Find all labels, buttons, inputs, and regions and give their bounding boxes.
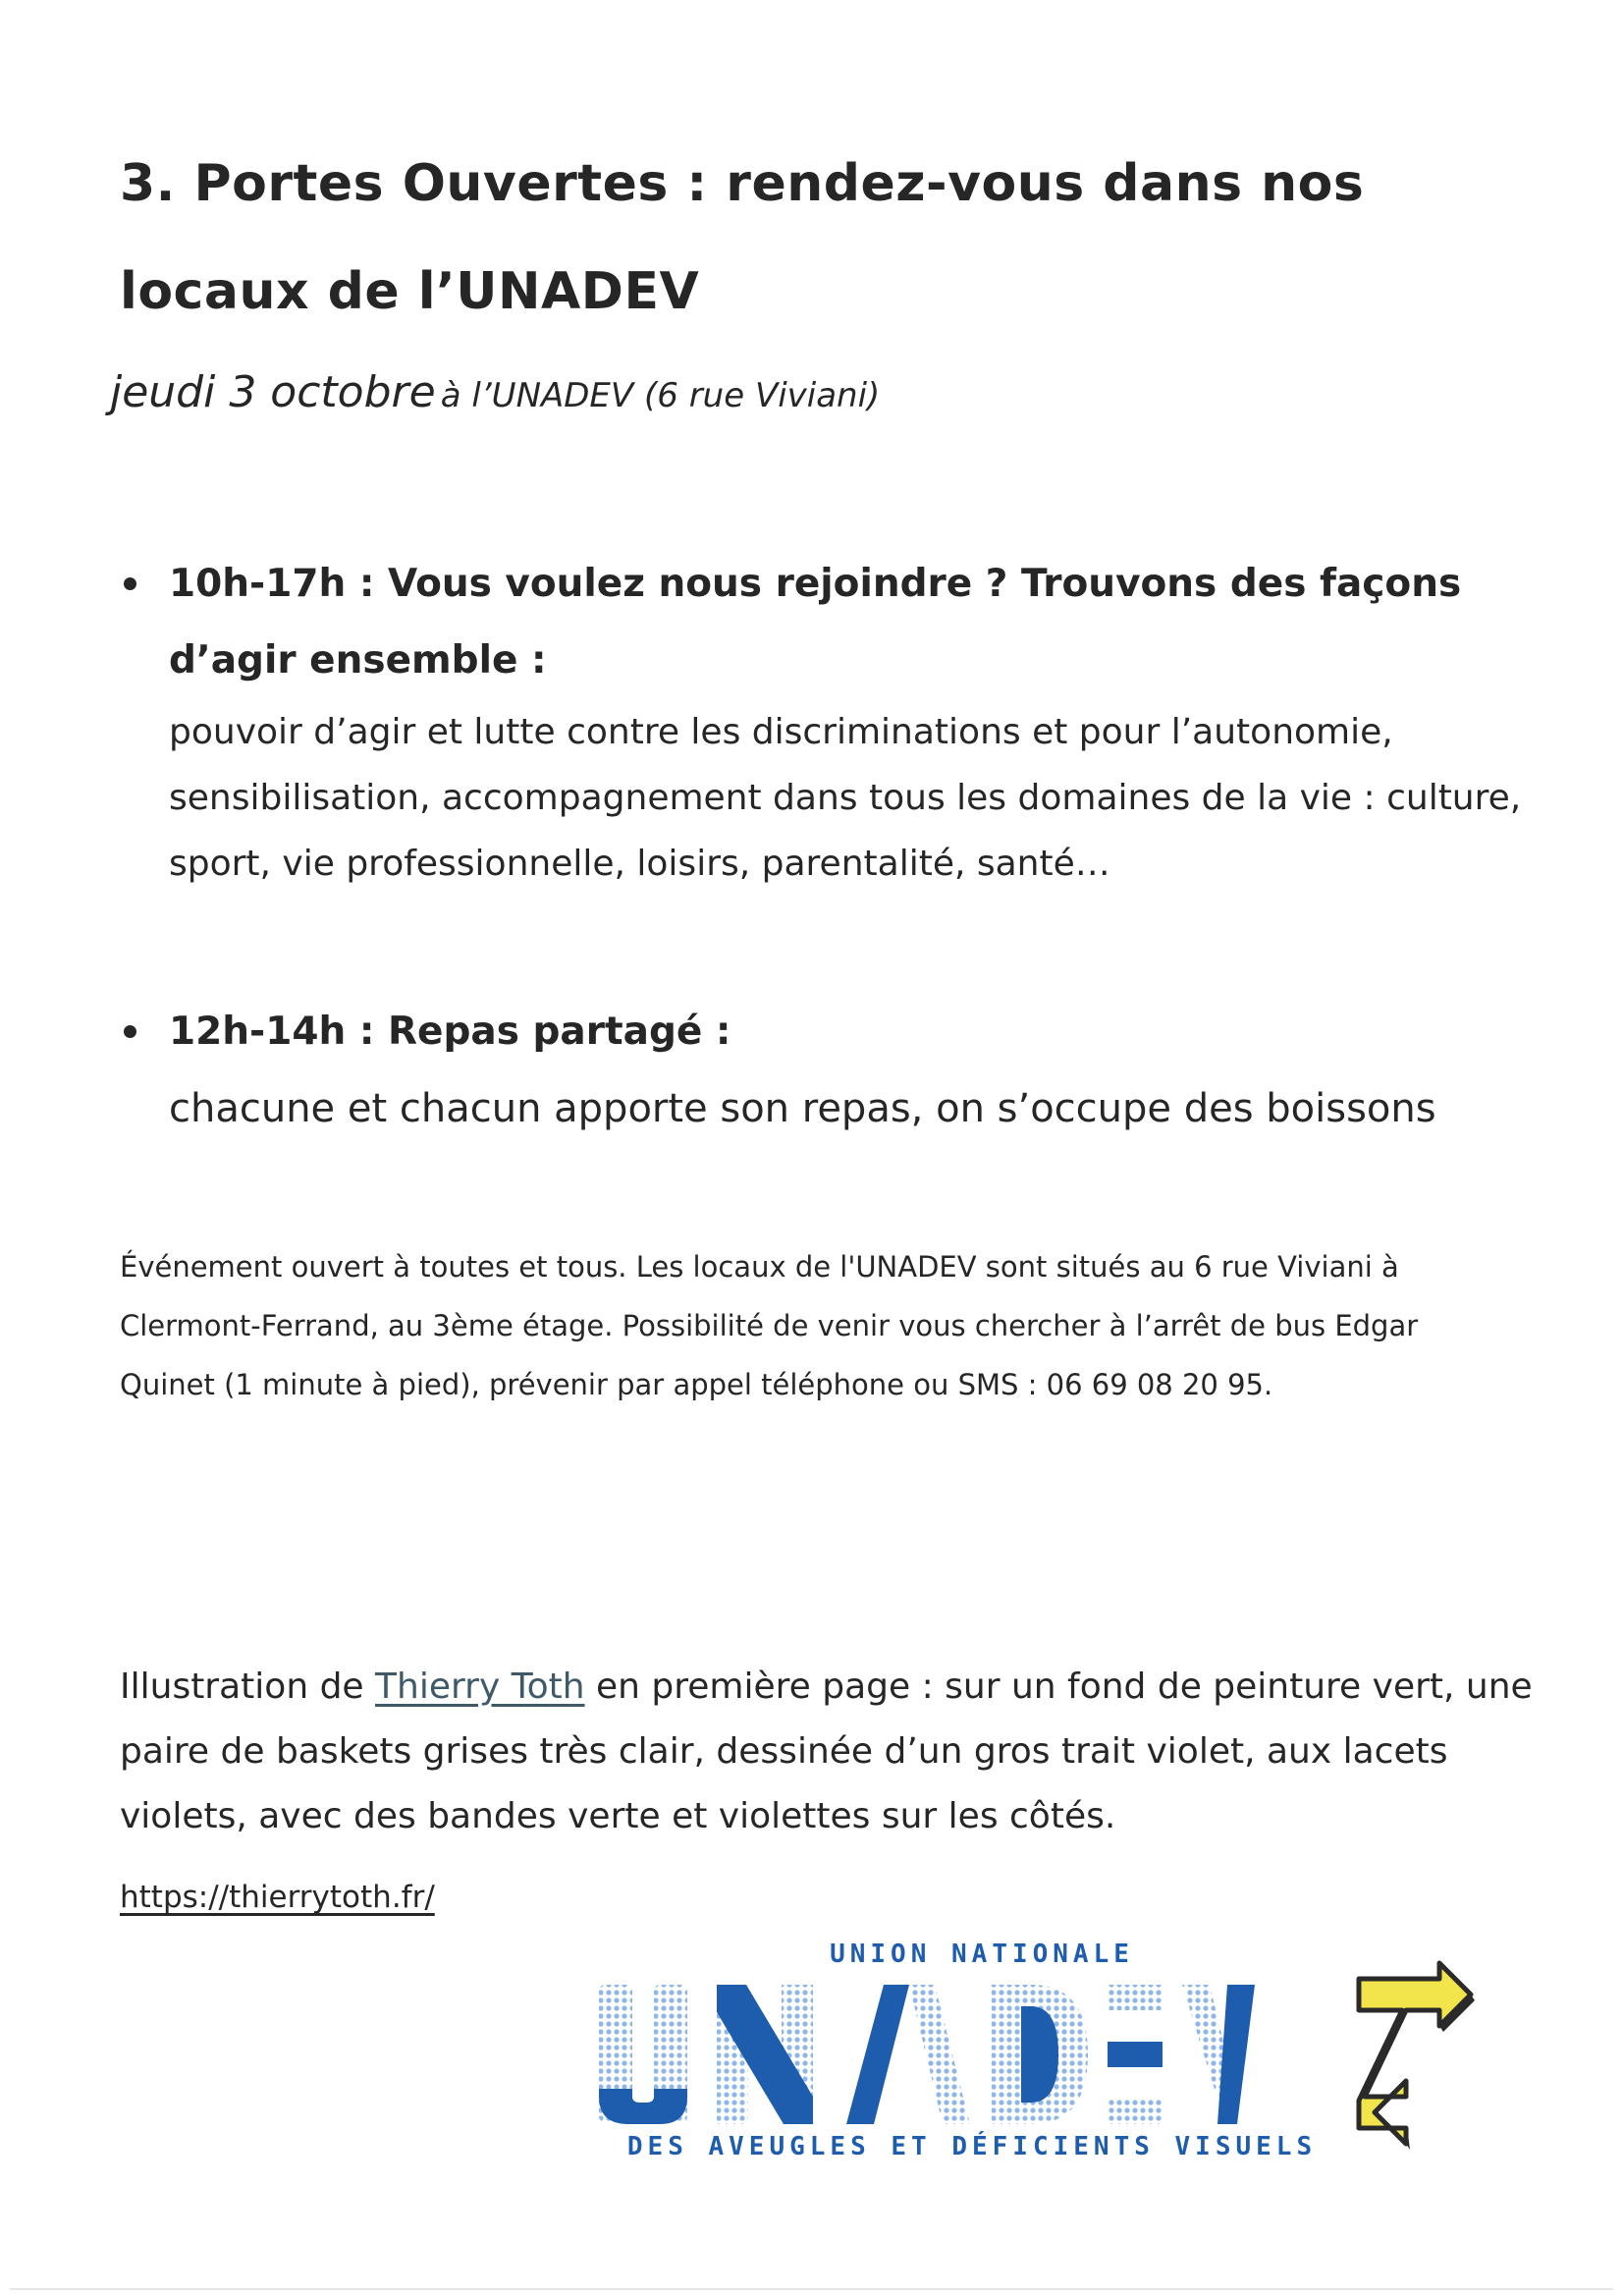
event-date xyxy=(110,367,880,417)
bullet-dot-icon xyxy=(124,577,136,590)
thierry-toth-link[interactable]: Thierry Toth xyxy=(375,1667,585,1707)
bullet-item xyxy=(118,546,1532,897)
unadev-wordmark xyxy=(589,1981,1257,2128)
bullet-heading: 12h-14h : Repas partagé : xyxy=(169,1010,731,1054)
logo-letter-v xyxy=(1182,1985,1255,2124)
illustration-suffix: en première page : sur un fond de peinture vert, une paire de baskets grises très clair, dessinée d’un gros trait violet, aux lacets violets, avec des bandes verte et violettes sur les côtés. xyxy=(120,1667,1533,1836)
logo-top-text: UNION NATIONALE xyxy=(830,1940,1134,1969)
event-date-place: à l’UNADEV (6 rue Viviani) xyxy=(440,376,881,415)
bullet-body: pouvoir d’agir et lutte contre les discriminations et pour l’autonomie, sensibilisation, accompagnement dans tous les domaines de la vie : culture, sport, vie professionnelle, loisirs, parentalité, santé… xyxy=(169,712,1522,884)
illustration-prefix: Illustration de xyxy=(120,1667,376,1707)
bullet-body: chacune et chacun apporte son repas, on s’occupe des boissons xyxy=(169,1086,1436,1131)
logo-letter-e xyxy=(1108,1985,1163,2124)
bullet-heading: 10h-17h : Vous voulez nous rejoindre ? Trouvons des façons d’agir ensemble : xyxy=(169,562,1462,683)
unadev-logo xyxy=(579,1940,1483,2175)
illustration-credit xyxy=(120,1655,1534,1849)
logo-letter-d xyxy=(992,1985,1088,2124)
logo-letter-a xyxy=(846,1985,970,2124)
page-title: 3. Portes Ouvertes : rendez-vous dans nos locaux de l’UNADEV xyxy=(120,154,1365,321)
bullet-item xyxy=(118,994,1532,1147)
event-info: Événement ouvert à toutes et tous. Les locaux de l'UNADEV sont situés au 6 rue Viviani à Clermont-Ferrand, au 3ème étage. Possibilité de venir vous chercher à l’arrêt de bus Edgar Quinet (1 minute à pied), prévenir par appel téléphone ou SMS : 06 69 08 20 95. xyxy=(120,1250,1419,1401)
thierrytoth-url-link[interactable]: https://thierrytoth.fr/ xyxy=(120,1880,435,1915)
page-bottom-divider xyxy=(10,2288,1613,2290)
logo-letter-u xyxy=(599,1985,687,2124)
event-date-main: jeudi 3 octobre xyxy=(110,367,436,417)
logo-arrows-icon xyxy=(1345,1949,1483,2165)
logo-letter-n xyxy=(717,1985,813,2124)
bullet-dot-icon xyxy=(124,1025,136,1038)
logo-bottom-text: DES AVEUGLES ET DÉFICIENTS VISUELS xyxy=(626,2132,1318,2161)
